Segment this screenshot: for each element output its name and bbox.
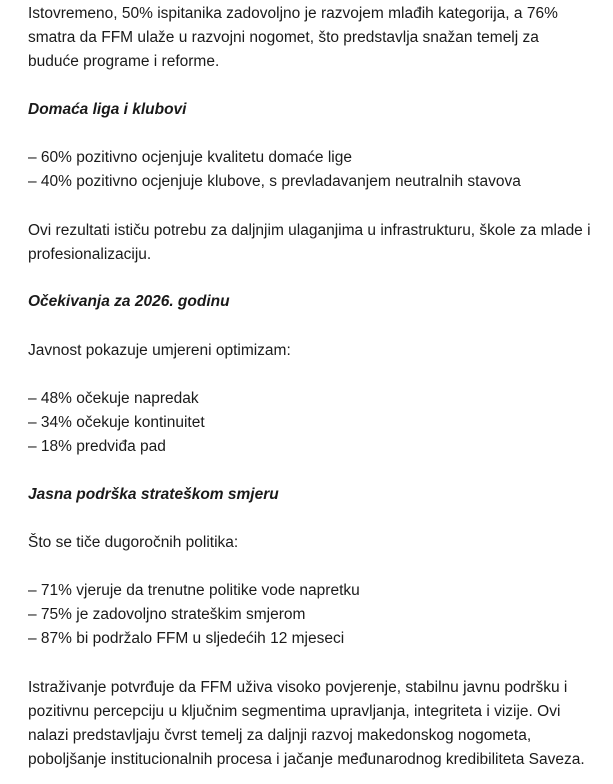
conclusion-line: poboljšanje institucionalnih procesa i jačanje međunarodnog kredibiliteta Saveza. (28, 751, 585, 768)
conclusion-line: pozitivnu percepciju u ključnim segmentima upravljanja, integriteta i vizije. Ovi (28, 703, 561, 720)
list-item: – 40% pozitivno ocjenjuje klubove, s prevladavanjem neutralnih stavova (28, 173, 521, 190)
conclusion-line: Istraživanje potvrđuje da FFM uživa visoko povjerenje, stabilnu javnu podršku i (28, 679, 568, 696)
section-heading-expectations: Očekivanja za 2026. godinu (28, 293, 230, 310)
intro-line: Istovremeno, 50% ispitanika zadovoljno je razvojem mlađih kategorija, a 76% (28, 5, 558, 22)
conclusion-line: nalazi predstavljaju čvrst temelj za daljnji razvoj makedonskog nogometa, (28, 727, 532, 744)
paragraph-line: Ovi rezultati ističu potrebu za daljnjim ulaganjima u infrastrukturu, škole za mlade i (28, 222, 591, 239)
list-item: – 75% je zadovoljno strateškim smjerom (28, 606, 306, 623)
list-item: – 18% predviđa pad (28, 438, 166, 455)
paragraph-line: profesionalizaciju. (28, 246, 152, 263)
intro-line: smatra da FFM ulaže u razvojni nogomet, što predstavlja snažan temelj za (28, 29, 539, 46)
section-heading-league: Domaća liga i klubovi (28, 101, 187, 118)
list-item: – 71% vjeruje da trenutne politike vode napretku (28, 582, 360, 599)
list-item: – 60% pozitivno ocjenjuje kvalitetu domaće lige (28, 149, 352, 166)
paragraph-line: Javnost pokazuje umjereni optimizam: (28, 342, 291, 359)
list-item: – 34% očekuje kontinuitet (28, 414, 205, 431)
paragraph-line: Što se tiče dugoročnih politika: (28, 534, 239, 551)
intro-line: buduće programe i reforme. (28, 53, 220, 70)
list-item: – 87% bi podržalo FFM u sljedećih 12 mjeseci (28, 630, 345, 647)
section-heading-support: Jasna podrška strateškom smjeru (28, 486, 279, 503)
list-item: – 48% očekuje napredak (28, 390, 199, 407)
